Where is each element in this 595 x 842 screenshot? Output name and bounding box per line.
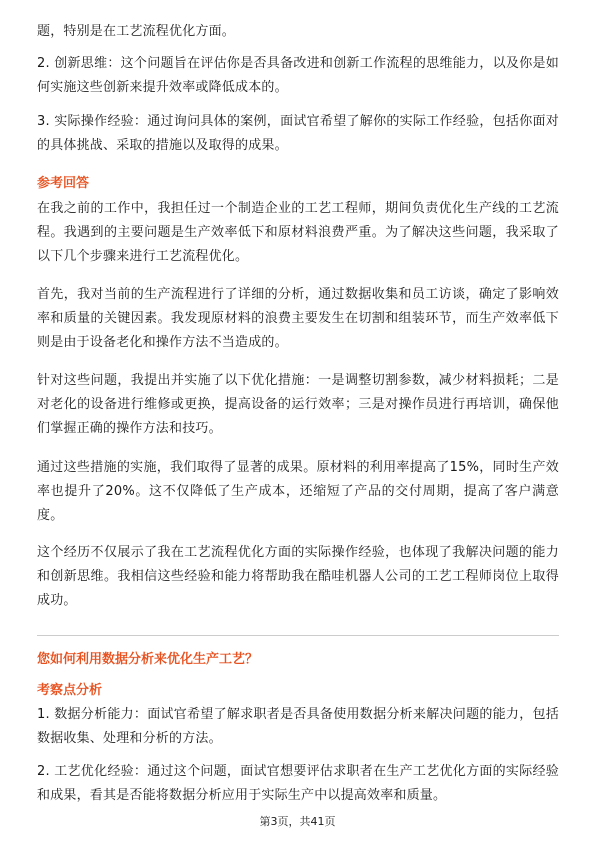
point-innovative-thinking: 2. 创新思维：这个问题旨在评估你是否具备改进和创新工作流程的思维能力，以及你是如何实施这些创新来提升效率或降低成本的。	[37, 56, 559, 95]
reference-answer-heading: 参考回答	[37, 176, 90, 191]
continued-paragraph: 题，特别是在工艺流程优化方面。	[37, 24, 236, 39]
analysis-point-1: 1. 数据分析能力：面试官希望了解求职者是否具备使用数据分析来解决问题的能力，包括数据收集、处理和分析的方法。	[37, 707, 559, 746]
answer-paragraph-4: 通过这些措施的实施，我们取得了显著的成果。原材料的利用率提高了15%，同时生产效率也提升了20%。这不仅降低了生产成本，还缩短了产品的交付周期，提高了客户满意度。	[37, 460, 559, 523]
answer-paragraph-3: 针对这些问题，我提出并实施了以下优化措施：一是调整切割参数，减少材料损耗；二是对老化的设备进行维修或更换，提高设备的运行效率；三是对操作员进行再培训，确保他们掌握正确的操作方法和技巧。	[37, 373, 559, 436]
question-title: 您如何利用数据分析来优化生产工艺？	[37, 652, 259, 667]
answer-paragraph-5: 这个经历不仅展示了我在工艺流程优化方面的实际操作经验，也体现了我解决问题的能力和创新思维。我相信这些经验和能力将帮助我在酷哇机器人公司的工艺工程师岗位上取得成功。	[37, 545, 559, 608]
answer-paragraph-1: 在我之前的工作中，我担任过一个制造企业的工艺工程师，期间负责优化生产线的工艺流程。我遇到的主要问题是生产效率低下和原材料浪费严重。为了解决这些问题，我采取了以下几个步骤来进行工艺流程优化。	[37, 201, 559, 264]
analysis-point-2: 2. 工艺优化经验：通过这个问题，面试官想要评估求职者在生产工艺优化方面的实际经验和成果，看其是否能将数据分析应用于实际生产中以提高效率和质量。	[37, 764, 559, 803]
point-practical-experience: 3. 实际操作经验：通过询问具体的案例，面试官希望了解你的实际工作经验，包括你面对的具体挑战、采取的措施以及取得的成果。	[37, 114, 559, 153]
answer-paragraph-2: 首先，我对当前的生产流程进行了详细的分析，通过数据收集和员工访谈，确定了影响效率和质量的关键因素。我发现原材料的浪费主要发生在切割和组装环节，而生产效率低下则是由于设备老化和操作方法不当造成的。	[37, 287, 559, 350]
page-number: 第3页，共41页	[259, 815, 336, 828]
analysis-heading: 考察点分析	[37, 683, 103, 698]
section-divider	[37, 635, 559, 636]
